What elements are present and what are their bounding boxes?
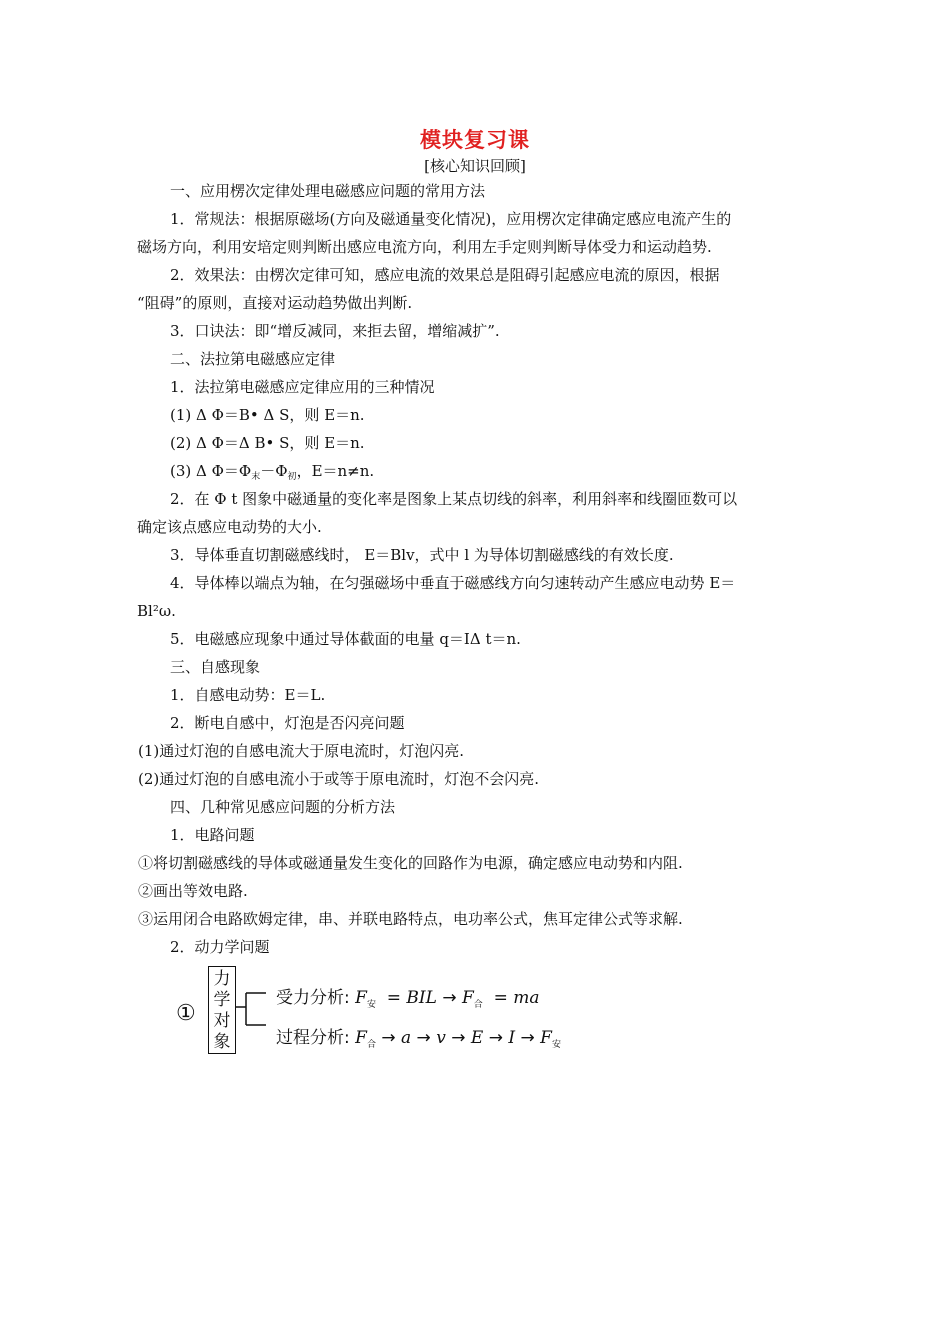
paragraph-line: 1．常规法：根据原磁场(方向及磁通量变化情况)，应用楞次定律确定感应电流产生的	[170, 210, 732, 228]
box-char: 学	[213, 990, 231, 1010]
diagram-bracket	[236, 985, 266, 1035]
section-subtitle: [核心知识回顾]	[424, 157, 526, 175]
paragraph-line: 1．自感电动势：E＝L.	[170, 686, 326, 704]
paragraph-line: 1．电路问题	[170, 826, 255, 844]
paragraph-line: ②画出等效电路.	[138, 882, 248, 900]
paragraph-line: 3．导体垂直切割磁感线时， E＝Blv，式中 l 为导体切割磁感线的有效长度.	[170, 546, 674, 564]
diagram-object-box	[208, 966, 236, 1054]
paragraph-line: Bl²ω.	[137, 602, 176, 620]
heading-1: 一、应用楞次定律处理电磁感应问题的常用方法	[170, 182, 486, 200]
paragraph-line: 4．导体棒以端点为轴，在匀强磁场中垂直于磁感线方向匀速转动产生感应电动势 E＝	[170, 574, 736, 592]
paragraph-line: 2．在 Φ t 图象中磁通量的变化率是图象上某点切线的斜率，利用斜率和线圈匝数可以	[170, 490, 738, 508]
case-3: (3) Δ $\Phi=\Phi_末-\Phi_初$，E＝n≠n.	[170, 462, 375, 482]
paragraph-line: 2．效果法：由楞次定律可知，感应电流的效果总是阻碍引起感应电流的原因，根据	[170, 266, 720, 284]
box-char: 象	[213, 1032, 231, 1052]
diagram-circle-number: ①	[176, 1001, 196, 1026]
paragraph-line: ①将切割磁感线的导体或磁通量发生变化的回路作为电源，确定感应电动势和内阻.	[138, 854, 683, 872]
force-analysis-row: 受力分析: $F_安$ = BIL → $F_合$ = ma	[276, 988, 540, 1010]
paragraph-line: 5．电磁感应现象中通过导体截面的电量 q＝IΔ t＝n.	[170, 630, 521, 648]
process-analysis-row: 过程分析: $F_合 \to a \to v \to E \to I \to F_安$	[276, 1028, 561, 1050]
case-2: (2) Δ Φ＝Δ B• S，则 E＝n.	[170, 434, 365, 452]
paragraph-line: 磁场方向，利用安培定则判断出感应电流方向，利用左手定则判断导体受力和运动趋势.	[137, 238, 712, 256]
paragraph-line: 3．口诀法：即“增反减同，来拒去留，增缩减扩”.	[170, 322, 500, 340]
paragraph-line: 确定该点感应电动势的大小.	[137, 518, 322, 536]
paragraph-line: 2．动力学问题	[170, 938, 270, 956]
box-char: 对	[213, 1011, 231, 1031]
page-title: 模块复习课	[420, 128, 530, 152]
paragraph-line: 2．断电自感中，灯泡是否闪亮问题	[170, 714, 405, 732]
heading-2: 二、法拉第电磁感应定律	[170, 350, 336, 368]
heading-4: 四、几种常见感应问题的分析方法	[170, 798, 396, 816]
paragraph-line: (2)通过灯泡的自感电流小于或等于原电流时，灯泡不会闪亮.	[138, 770, 540, 788]
case-1: (1) Δ Φ＝B• Δ S，则 E＝n.	[170, 406, 365, 424]
box-char: 力	[213, 969, 231, 989]
paragraph-line: ③运用闭合电路欧姆定律，串、并联电路特点，电功率公式，焦耳定律公式等求解.	[138, 910, 683, 928]
paragraph-line: 1．法拉第电磁感应定律应用的三种情况	[170, 378, 435, 396]
heading-3: 三、自感现象	[170, 658, 261, 676]
paragraph-line: (1)通过灯泡的自感电流大于原电流时，灯泡闪亮.	[138, 742, 465, 760]
paragraph-line: “阻碍”的原则，直接对运动趋势做出判断.	[137, 294, 413, 312]
